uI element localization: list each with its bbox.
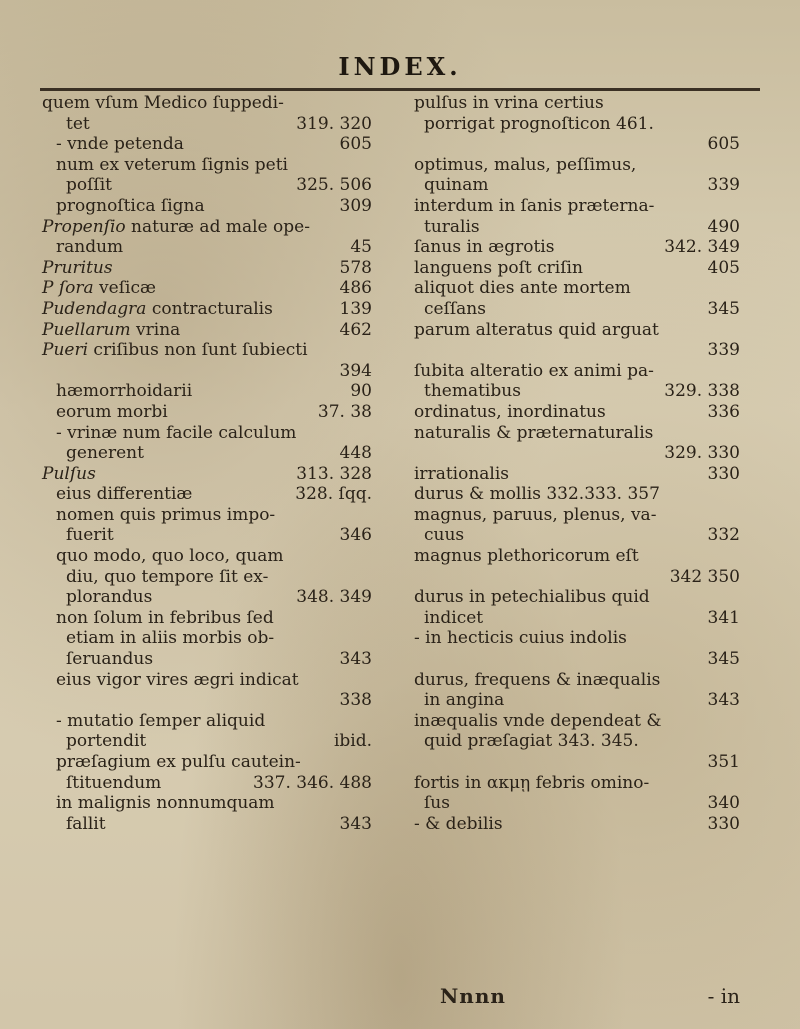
entry-text: in malignis nonnumquam [56, 793, 275, 814]
entry-text: ſus [424, 793, 450, 814]
index-entry [400, 155, 740, 176]
entry-text: ceſſans [424, 298, 486, 319]
entry-page-number: 332 [707, 525, 740, 546]
index-entry [400, 402, 740, 423]
entry-page-number: 345 [707, 649, 740, 670]
entry-text: interdum in ſanis præterna- [414, 195, 655, 216]
index-entry [42, 361, 372, 382]
entry-text: durus, frequens & inæqualis [414, 669, 661, 690]
index-entry [400, 361, 740, 382]
entry-page-number: 330 [707, 463, 740, 484]
entry-page-number: 338 [339, 690, 372, 711]
index-entry [42, 731, 372, 752]
entry-text: eorum morbi [56, 401, 168, 422]
entry-text: non ſolum in febribus ſed [56, 607, 274, 628]
entry-text: ſanus in ægrotis [414, 237, 555, 258]
entry-page-number: 329. 338 [664, 381, 740, 402]
entry-page-number: 343 [707, 690, 740, 711]
entry-page-number: 319. 320 [296, 113, 372, 134]
index-entry [400, 175, 740, 196]
entry-text: num ex veterum ſignis peti [56, 154, 288, 175]
entry-text: ſubita alteratio ex animi pa- [414, 360, 654, 381]
entry-text: præſagium ex pulſu cautein- [56, 752, 301, 772]
index-entry [42, 114, 372, 135]
index-entry [400, 793, 740, 814]
index-entry [42, 237, 372, 258]
index-entry [42, 546, 372, 567]
index-entry [42, 484, 372, 505]
index-entry [400, 773, 740, 794]
index-entry [42, 793, 372, 814]
index-entry [42, 711, 372, 732]
entry-page-number: ibid. [333, 731, 372, 752]
index-entry [42, 402, 372, 423]
entry-text: cuus [424, 525, 465, 546]
index-entry [42, 505, 372, 526]
index-entry [42, 525, 372, 546]
entry-page-number: 490 [707, 216, 740, 237]
index-entry [42, 155, 372, 176]
index-entry [42, 320, 372, 341]
entry-page-number: 337. 346. 488 [253, 772, 372, 793]
entry-page-number: 336 [707, 401, 740, 422]
entry-page-number: 486 [339, 278, 372, 299]
entry-text: eius differentiæ [56, 484, 193, 505]
entry-page-number: 328. ſqq. [295, 484, 372, 505]
index-entry [42, 628, 372, 649]
entry-text: randum [56, 237, 124, 258]
index-entry [400, 649, 740, 670]
index-entry [400, 628, 740, 649]
entry-text: pulſus in vrina certius [414, 93, 604, 113]
index-entry [400, 423, 740, 444]
entry-text: Pueri criſibus non ſunt ſubiecti [42, 340, 308, 361]
index-entry [42, 814, 372, 835]
entry-text: durus in petechialibus quid [414, 587, 650, 608]
entry-text: - in hecticis cuius indolis [414, 628, 627, 649]
entry-text: inæqualis vnde dependeat & [414, 710, 662, 731]
entry-page-number: 405 [707, 257, 740, 278]
index-entry [400, 93, 740, 114]
index-entry [400, 814, 740, 835]
index-entry [400, 258, 740, 279]
index-entry [400, 731, 740, 752]
entry-page-number: 342 350 [669, 566, 740, 587]
entry-text: prognoſtica ſigna [56, 195, 205, 216]
entry-text: quinam [424, 175, 489, 196]
entry-page-number: 345 [707, 298, 740, 319]
entry-page-number: 394 [339, 360, 372, 381]
entry-page-number: 348. 349 [296, 587, 372, 608]
entry-text: languens poſt criſin [414, 257, 583, 278]
entry-text: ſtituendum [66, 772, 162, 793]
entry-text: hæmorrhoidarii [56, 381, 193, 402]
entry-text: indicet [424, 607, 484, 628]
entry-text: Pudendagra contracturalis [42, 298, 273, 319]
index-entry [42, 423, 372, 444]
index-entry [400, 381, 740, 402]
entry-text: - vnde petenda [56, 134, 184, 155]
index-entry [400, 525, 740, 546]
entry-text: in angina [424, 690, 505, 711]
index-entry [42, 217, 372, 238]
entry-text: poſſit [66, 175, 112, 196]
entry-text: fuerit [66, 525, 114, 546]
index-entry [42, 134, 372, 155]
index-entry [42, 175, 372, 196]
signature-mark: Nnnn [440, 984, 506, 1008]
index-entry [42, 443, 372, 464]
entry-page-number: 37. 38 [317, 401, 372, 422]
entry-text: Puellarum vrina [42, 319, 181, 340]
index-entry [400, 134, 740, 155]
index-entry [42, 196, 372, 217]
index-entry [42, 649, 372, 670]
entry-text: Pruritus [42, 257, 113, 278]
entry-page-number: 342. 349 [664, 237, 740, 258]
index-entry [42, 299, 372, 320]
entry-page-number: 343 [339, 813, 372, 834]
entry-page-number: 448 [339, 443, 372, 464]
index-entry [400, 217, 740, 238]
entry-text: - vrinæ num facile calculum [56, 422, 297, 443]
entry-page-number: 325. 506 [296, 175, 372, 196]
index-entry [42, 464, 372, 485]
header-rule [40, 88, 760, 91]
entry-text: etiam in aliis morbis ob- [66, 628, 275, 649]
entry-text: optimus, malus, peſſimus, [414, 154, 637, 175]
entry-page-number: 139 [339, 298, 372, 319]
entry-text: ſeruandus [66, 649, 154, 670]
entry-text: portendit [66, 731, 147, 752]
index-entry [400, 690, 740, 711]
index-entry [400, 340, 740, 361]
index-entry [42, 587, 372, 608]
entry-text: turalis [424, 216, 480, 237]
entry-text: quid præſagiat 343. 345. [424, 731, 639, 752]
index-entry [42, 93, 372, 114]
entry-page-number: 90 [350, 381, 372, 402]
entry-text: fallit [66, 813, 106, 834]
entry-page-number: 313. 328 [296, 463, 372, 484]
entry-text: irrationalis [414, 463, 510, 484]
entry-page-number: 351 [707, 752, 740, 772]
entry-text: magnus, paruus, plenus, va- [414, 504, 657, 525]
entry-text: quo modo, quo loco, quam [56, 546, 284, 567]
page-header: INDEX. [338, 52, 462, 81]
entry-page-number: 340 [707, 793, 740, 814]
entry-text: aliquot dies ante mortem [414, 278, 631, 299]
index-entry [400, 670, 740, 691]
entry-page-number: 329. 330 [664, 443, 740, 464]
entry-page-number: 578 [339, 257, 372, 278]
index-entry [42, 381, 372, 402]
index-entry [42, 690, 372, 711]
entry-page-number: 45 [350, 237, 372, 258]
entry-text: generent [66, 443, 144, 464]
entry-page-number: 341 [707, 607, 740, 628]
entry-text: ordinatus, inordinatus [414, 401, 606, 422]
index-entry [400, 587, 740, 608]
index-entry [400, 114, 740, 135]
entry-page-number: 339 [707, 175, 740, 196]
entry-text: plorandus [66, 587, 153, 608]
entry-text: thematibus [424, 381, 521, 402]
entry-page-number: 330 [707, 813, 740, 834]
index-entry [42, 340, 372, 361]
entry-text: P ſora veſicæ [42, 278, 156, 299]
entry-page-number: 605 [339, 134, 372, 155]
entry-text: naturalis & præternaturalis [414, 422, 654, 443]
entry-page-number: 343 [339, 649, 372, 670]
index-entry [42, 278, 372, 299]
index-entry [400, 546, 740, 567]
entry-text: diu, quo tempore ſit ex- [66, 566, 269, 587]
entry-page-number: 605 [707, 134, 740, 155]
entry-text: Propenſio naturæ ad male ope- [42, 216, 310, 237]
entry-text: magnus plethoricorum eſt [414, 546, 639, 567]
index-entry [42, 752, 372, 773]
index-entry [42, 258, 372, 279]
entry-text: quem vſum Medico ſuppedi- [42, 93, 284, 113]
entry-text: fortis in ακμῃ febris omino- [414, 772, 650, 793]
entry-text: porrigat prognoſticon 461. [424, 113, 654, 134]
index-entry [400, 484, 740, 505]
index-entry [400, 237, 740, 258]
index-entry [42, 670, 372, 691]
entry-page-number: 462 [339, 319, 372, 340]
entry-text: parum alteratus quid arguat [414, 319, 659, 340]
index-entry [400, 320, 740, 341]
index-entry [400, 567, 740, 588]
index-entry [400, 752, 740, 773]
index-entry [400, 196, 740, 217]
entry-text: - mutatio ſemper aliquid [56, 710, 266, 731]
index-entry [42, 608, 372, 629]
catchword: - in [707, 984, 740, 1008]
index-entry [42, 773, 372, 794]
entry-text: Pulſus [42, 463, 96, 484]
index-entry [400, 464, 740, 485]
index-entry [400, 299, 740, 320]
index-entry [400, 278, 740, 299]
index-entry [400, 443, 740, 464]
index-entry [400, 608, 740, 629]
entry-text: durus & mollis 332.333. 357 [414, 484, 660, 505]
entry-page-number: 346 [339, 525, 372, 546]
index-entry [400, 711, 740, 732]
entry-page-number: 339 [707, 340, 740, 361]
entry-text: tet [66, 113, 90, 134]
right-column [400, 93, 740, 834]
entry-page-number: 309 [339, 195, 372, 216]
entry-text: nomen quis primus impo- [56, 504, 276, 525]
left-column [42, 93, 372, 834]
entry-text: eius vigor vires ægri indicat [56, 669, 299, 690]
index-entry [42, 567, 372, 588]
index-entry [400, 505, 740, 526]
entry-text: - & debilis [414, 813, 503, 834]
